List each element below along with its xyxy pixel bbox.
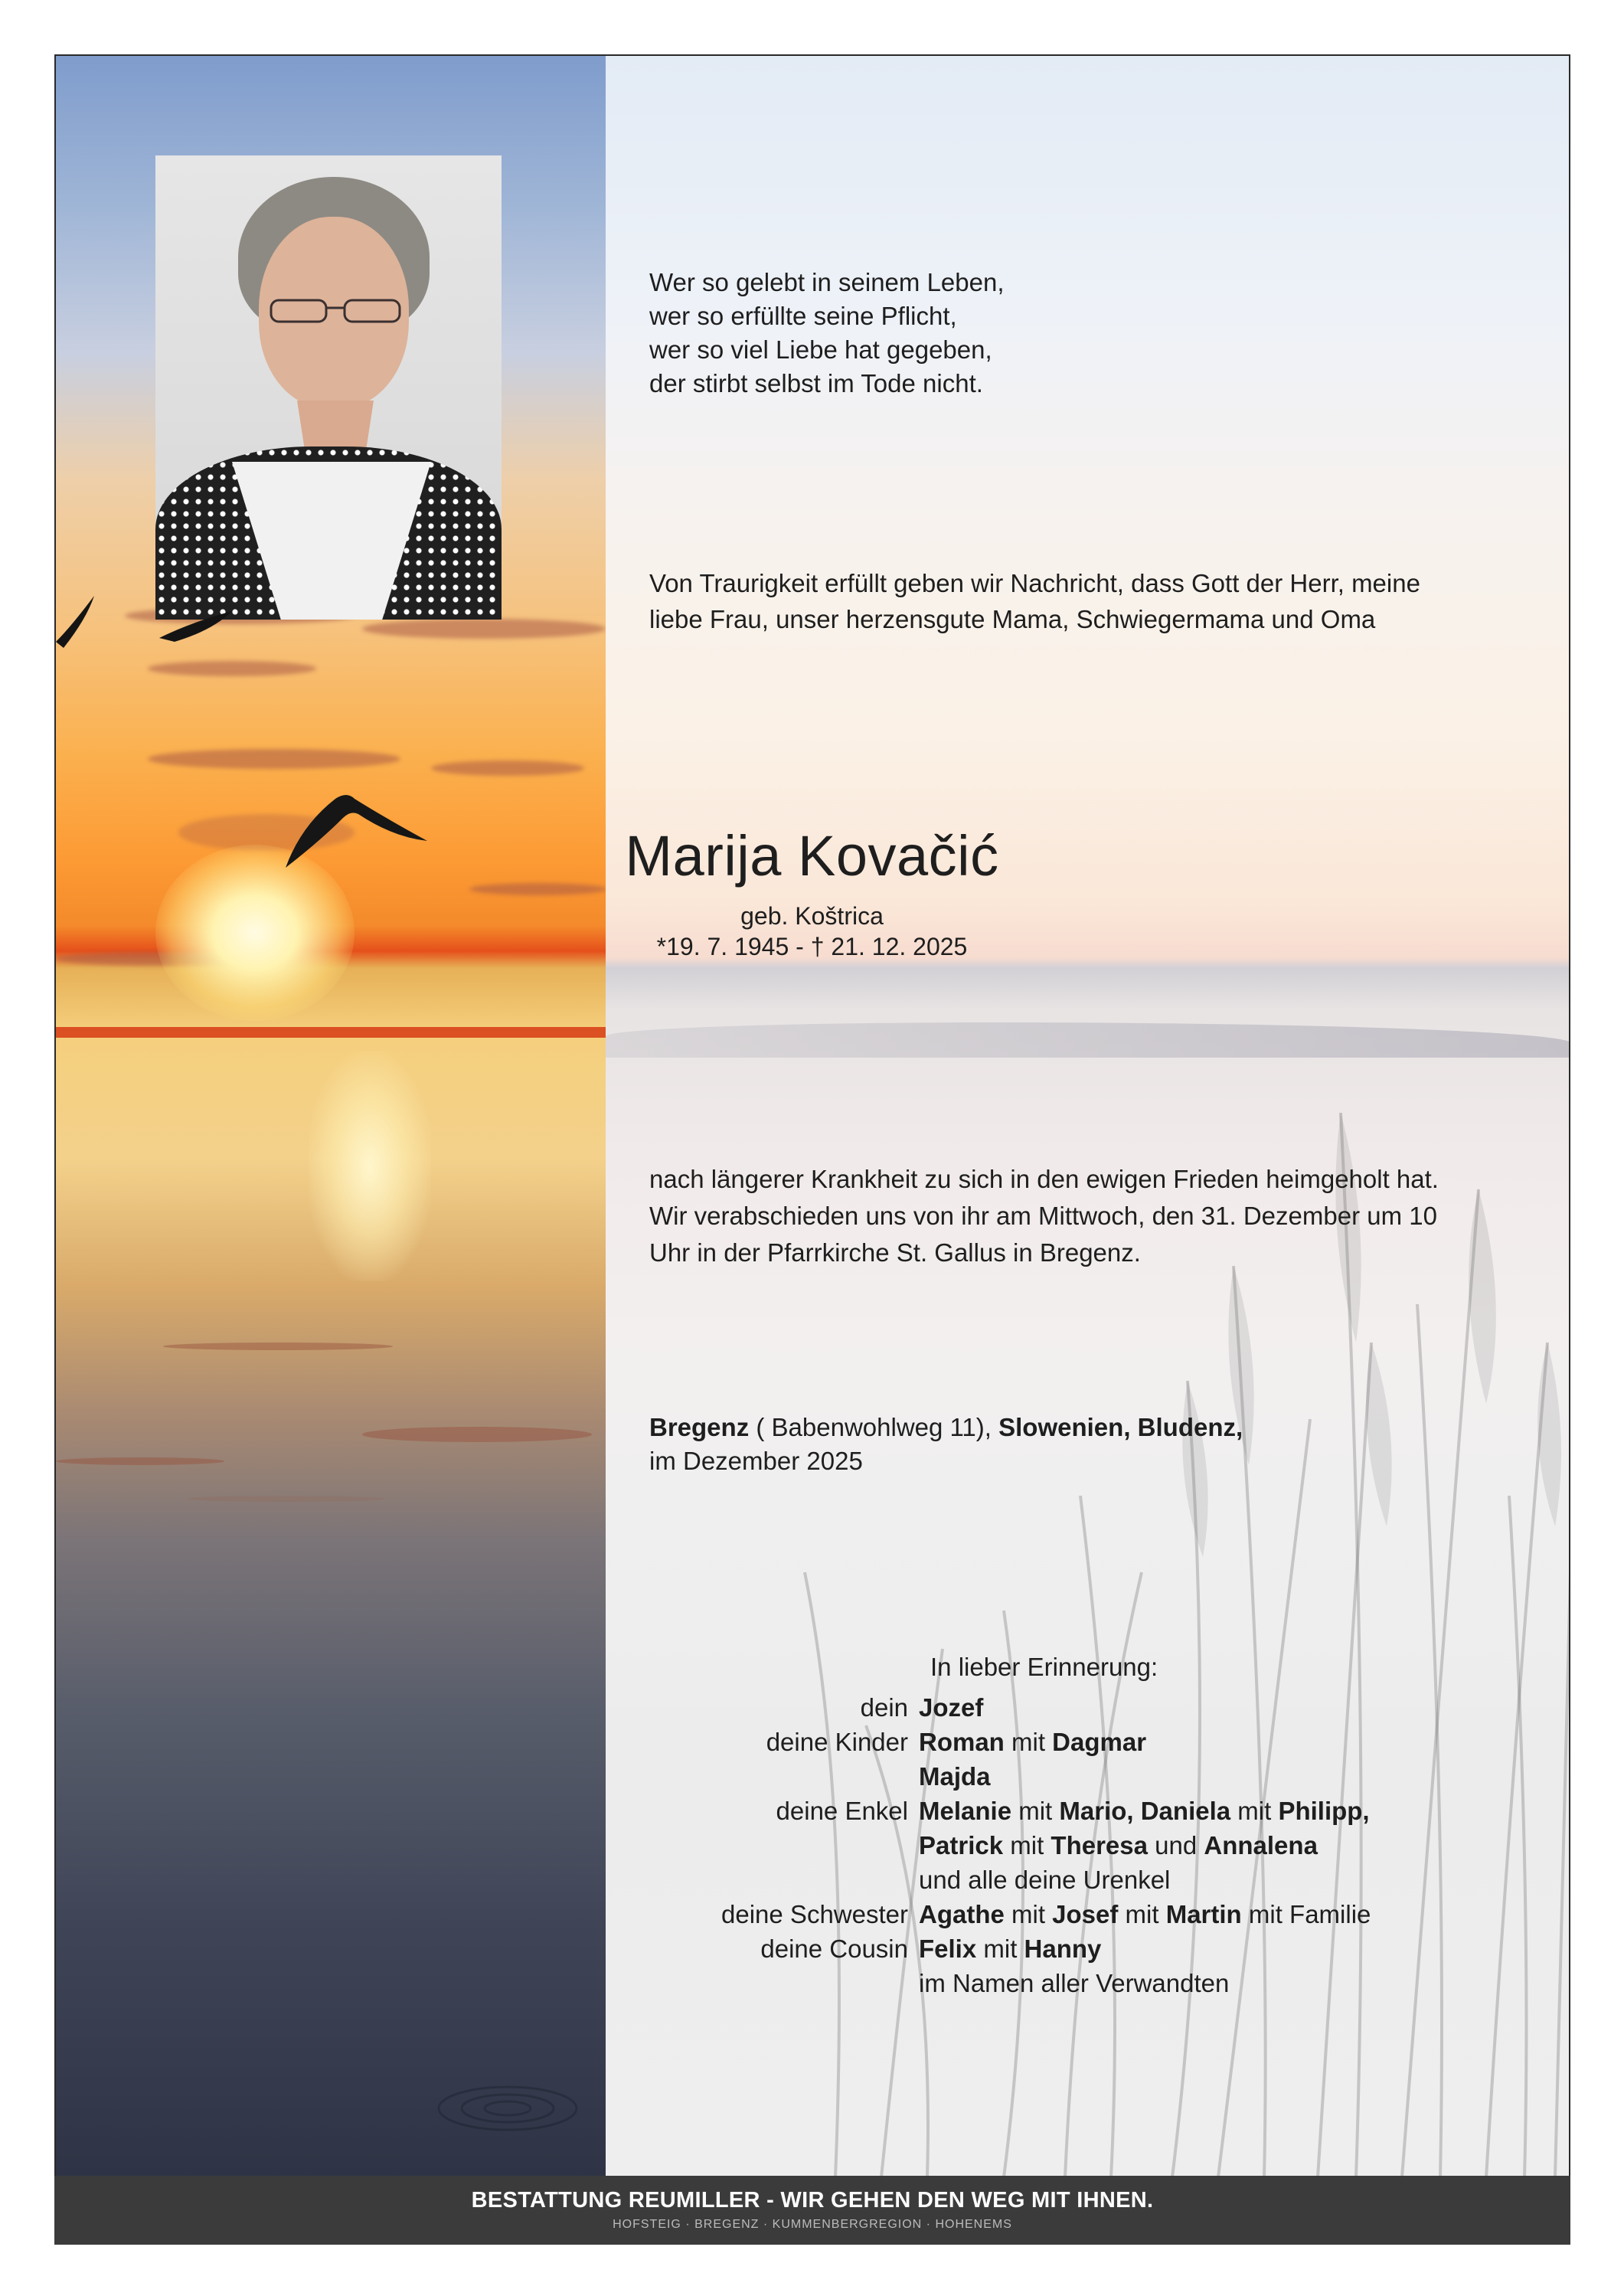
water-wave [56, 1457, 224, 1465]
mourner-names [919, 1863, 1455, 1897]
mourner-name: Jozef [919, 1693, 984, 1722]
place-line [649, 1411, 1492, 1444]
mourner-row [536, 1897, 1455, 1931]
mourner-connector: mit [1003, 1831, 1051, 1859]
mourner-name: Hanny [1024, 1935, 1102, 1963]
mourner-row [536, 1794, 1455, 1828]
mourner-name: Theresa [1051, 1831, 1148, 1859]
life-dates: *19. 7. 1945 - † 21. 12. 2025 [656, 933, 968, 960]
place-and-date [649, 1411, 1492, 1478]
mourner-row [536, 1759, 1455, 1794]
mourner-row [536, 1725, 1455, 1759]
mourner-connector: und alle deine Urenkel [919, 1866, 1171, 1894]
mourner-row [536, 1863, 1455, 1897]
mourner-relation: deine Enkel [776, 1797, 908, 1825]
water-wave [163, 1343, 393, 1350]
mourner-names [919, 1966, 1455, 2000]
bird-silhouette-icon [159, 607, 236, 646]
footer-slogan: BESTATTUNG REUMILLER - WIR GEHEN DEN WEG MIT IHNEN. [471, 2188, 1154, 2213]
mourner-relation: deine Cousin [760, 1935, 908, 1963]
memory-heading: In lieber Erinnerung: [930, 1653, 1158, 1681]
mourner-row [536, 1931, 1455, 1966]
mourner-name: Roman [919, 1728, 1005, 1756]
mourner-name: Martin [1165, 1900, 1242, 1928]
mourner-relation: dein [860, 1693, 908, 1722]
mourner-connector: mit [1004, 1900, 1053, 1928]
mourner-name: Mario, Daniela [1059, 1797, 1231, 1825]
mourner-connector: mit [1230, 1797, 1279, 1825]
water-ripple-icon [431, 2078, 584, 2139]
mourner-names [919, 1897, 1455, 1931]
mourner-relation [536, 1759, 919, 1794]
mourner-connector: mit [976, 1935, 1024, 1963]
cloud [148, 661, 316, 676]
place-city: Bregenz [649, 1413, 750, 1441]
cloud [362, 619, 606, 639]
footer-regions: HOFSTEIG · BREGENZ · KUMMENBERGREGION · HOHENEMS [613, 2218, 1012, 2231]
distant-hills [606, 1022, 1570, 1058]
mourner-names [919, 1759, 1455, 1794]
portrait-photo [155, 155, 502, 620]
funeral-details-line: Uhr in der Pfarrkirche St. Gallus in Bregenz. [649, 1238, 1141, 1267]
mourner-relation [536, 1966, 919, 2000]
mourners-list [536, 1690, 1455, 2000]
mourner-name: Agathe [919, 1900, 1005, 1928]
mourner-name: Felix [919, 1935, 977, 1963]
mourner-row [536, 1690, 1455, 1725]
mourner-relation: deine Kinder [766, 1728, 908, 1756]
death-notice [649, 565, 1492, 637]
death-notice-line: liebe Frau, unser herzensgute Mama, Schwiegermama und Oma [649, 605, 1376, 633]
mourner-row [536, 1966, 1455, 2000]
sunset-background [56, 56, 606, 2177]
cloud [431, 760, 584, 776]
mourner-name: Dagmar [1052, 1728, 1147, 1756]
birth-name: geb. Koštrica [740, 902, 884, 930]
mourner-name: Patrick [919, 1831, 1004, 1859]
mourner-name: Melanie [919, 1797, 1012, 1825]
mourner-connector: im Namen aller Verwandten [919, 1969, 1230, 1997]
horizon-line [56, 1027, 606, 1038]
glasses-icon [266, 297, 404, 325]
place-date: im Dezember 2025 [649, 1447, 863, 1475]
footer-banner [54, 2176, 1570, 2245]
deceased-name: Marija Kovačić [625, 824, 999, 888]
mourner-name: Majda [919, 1762, 991, 1791]
sun-reflection [309, 1052, 431, 1281]
mourner-relation [536, 1828, 919, 1863]
bird-silhouette-icon [56, 588, 102, 649]
reeds-decoration [682, 1113, 1570, 2177]
mourner-connector: mit [1011, 1797, 1060, 1825]
water-wave [186, 1496, 385, 1502]
memorial-poem: Wer so gelebt in seinem Leben, wer so erfüllte seine Pflicht, wer so viel Liebe hat gegeben, der stirbt selbst im Tode nicht. [649, 268, 1005, 397]
funeral-details-line: Wir verabschieden uns von ihr am Mittwoch, den 31. Dezember um 10 [649, 1202, 1437, 1230]
funeral-details-line: nach längerer Krankheit zu sich in den ewigen Frieden heimgeholt hat. [649, 1165, 1439, 1193]
place-others: Slowenien, Bludenz, [998, 1413, 1243, 1441]
mourner-names [919, 1725, 1455, 1759]
cloud [148, 749, 400, 769]
mourner-name: Josef [1052, 1900, 1119, 1928]
mourner-names [919, 1828, 1455, 1863]
mourner-connector: und [1147, 1831, 1204, 1859]
mourner-relation [536, 1863, 919, 1897]
place-address: ( Babenwohlweg 11), [756, 1413, 992, 1441]
mourner-connector: mit Familie [1241, 1900, 1371, 1928]
death-notice-line: Von Traurigkeit erfüllt geben wir Nachricht, dass Gott der Herr, meine [649, 569, 1420, 597]
mourner-names [919, 1794, 1455, 1828]
mourner-connector: mit [1004, 1728, 1053, 1756]
mourner-name: Annalena [1204, 1831, 1318, 1859]
mourner-name: Philipp, [1278, 1797, 1370, 1825]
mourner-relation: deine Schwester [721, 1900, 908, 1928]
mourner-names [919, 1931, 1455, 1966]
mourner-names [919, 1690, 1455, 1725]
water-wave [362, 1427, 592, 1442]
mourner-connector: mit [1118, 1900, 1166, 1928]
funeral-details [649, 1161, 1515, 1271]
mourner-row [536, 1828, 1455, 1863]
